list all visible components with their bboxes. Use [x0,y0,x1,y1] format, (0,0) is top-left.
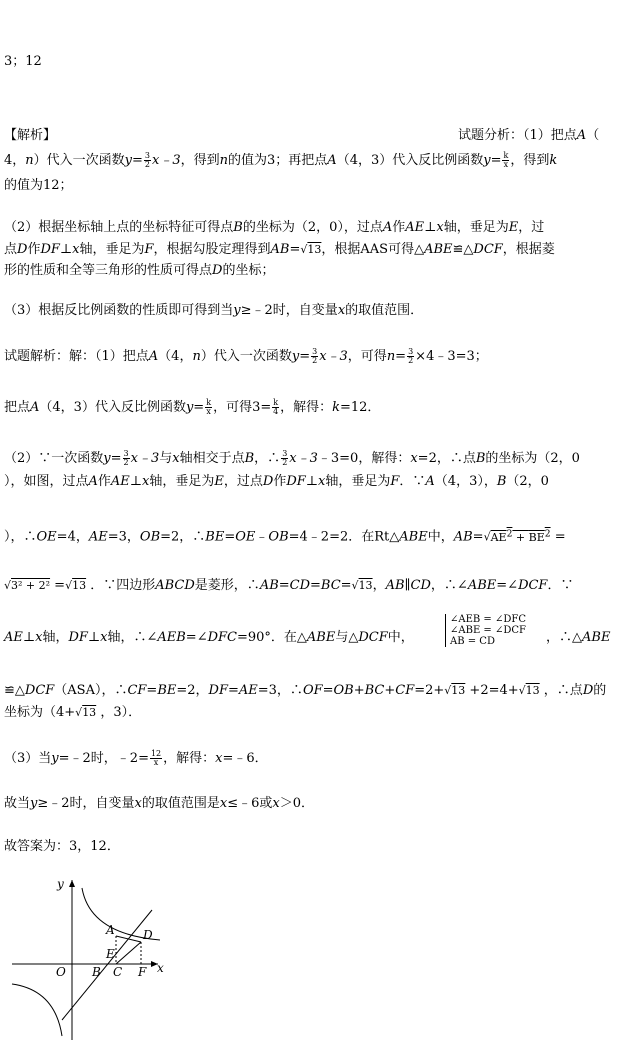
analysis-line-2: 4，n）代入一次函数y= $\frac{3}{2}$ x﹣3，得到n的值为3；再把点A（4，3）代入反比例函数y= $\frac{k}{x}$ ，得到k [4,151,558,169]
solution-line-8: ≌△DCF（ASA），∴CF=BE=2，DF=AE=3，∴OF=OB+BC+CF=2+√13 +2=4+√13 ，∴点D的 [4,683,607,698]
answer-header: 3；12 [4,54,42,69]
y-axis-arrow [69,880,75,887]
solution-line-4: ），如图，过点A作AE⊥x轴，垂足为E，过点D作DF⊥x轴，垂足为F．∵A（4，3），B（2，0 [4,474,549,489]
analysis-p2-l2: 点D作DF⊥x轴，垂足为F，根据勾股定理得到AB=√13，根据AAS可得△ABE≌△DCF，根据菱 [4,242,555,257]
label-D: D [143,928,153,942]
solution-line-6: √3² + 2² =√13 ．∵四边形ABCD是菱形，∴AB=CD=BC=√13，AB∥CD，∴∠ABE=∠DCF．∵ [4,578,574,593]
analysis-p3: （3）根据反比例函数的性质即可得到当y≥﹣2时，自变量x的取值范围． [4,303,424,318]
solution-line-1: 试题解析：解：（1）把点A（4，n）代入一次函数y= $\frac{3}{2}$ x﹣3，可得n= $\frac{3}{2}$ ×4﹣3=3； [4,347,488,365]
solution-line-11: 故当y≥﹣2时，自变量x的取值范围是x≤﹣6或x＞0． [4,796,315,811]
label-B: B [92,965,101,979]
label-y: y [57,877,64,891]
solution-line-5: ），∴OE=4，AE=3，OB=2，∴BE=OE﹣OB=4﹣2=2．在Rt△ABE中，$AB=√AE^2 + BE^2$ = [4,528,566,545]
solution-line-9: 坐标为（4+√13 ，3）． [4,705,142,720]
hyperbola-branch-2 [12,984,62,1036]
label-C: C [113,965,123,979]
segment-CD [116,942,141,964]
label-F: F [138,965,147,979]
label-E: E [106,947,115,961]
solution-line-7: AE⊥x轴，DF⊥x轴，∴∠AEB=∠DFC=90°．在△ABE与△DCF中， [4,630,414,645]
analysis-p2-l1: （2）根据坐标轴上点的坐标特征可得点B的坐标为（2，0），过点A作AE⊥x轴，垂足为E，过 [4,220,545,235]
label-O: O [56,965,66,979]
final-answer: 故答案为：3，12． [4,839,120,854]
analysis-p2-l3: 形的性质和全等三角形的性质可得点D的坐标； [4,263,275,278]
label-A: A [106,923,115,937]
brace-line-3: AB = CD [450,636,495,647]
solution-line-3: （2）∵一次函数y= $\frac{3}{2}$ x﹣3与x轴相交于点B，∴ $\frac{3}{2}$ x﹣3﹣3=0，解得：x=2，∴点B的坐标为（2，0 [4,449,580,467]
solution-line-2: 把点A（4，3）代入反比例函数y= $\frac{k}{x}$ ，可得3= $\frac{k}{4}$ ，解得：k=12． [4,398,381,416]
solution-line-10: （3）当y=﹣2时，﹣2= $\frac{12}{x}$ ，解得：x=﹣6． [4,749,268,767]
brace-line-1: ∠AEB = ∠DFC [450,614,526,625]
label-x: x [157,961,164,975]
brace-line-2: ∠ABE = ∠DCF [450,625,526,636]
solution-line-7-end: ，∴△ABE [546,630,611,645]
analysis-tag: 【解析】 [4,128,57,143]
analysis-line-3: 的值为12； [4,178,73,193]
analysis-line-1: 试题分析：（1）把点A（ [458,128,600,143]
